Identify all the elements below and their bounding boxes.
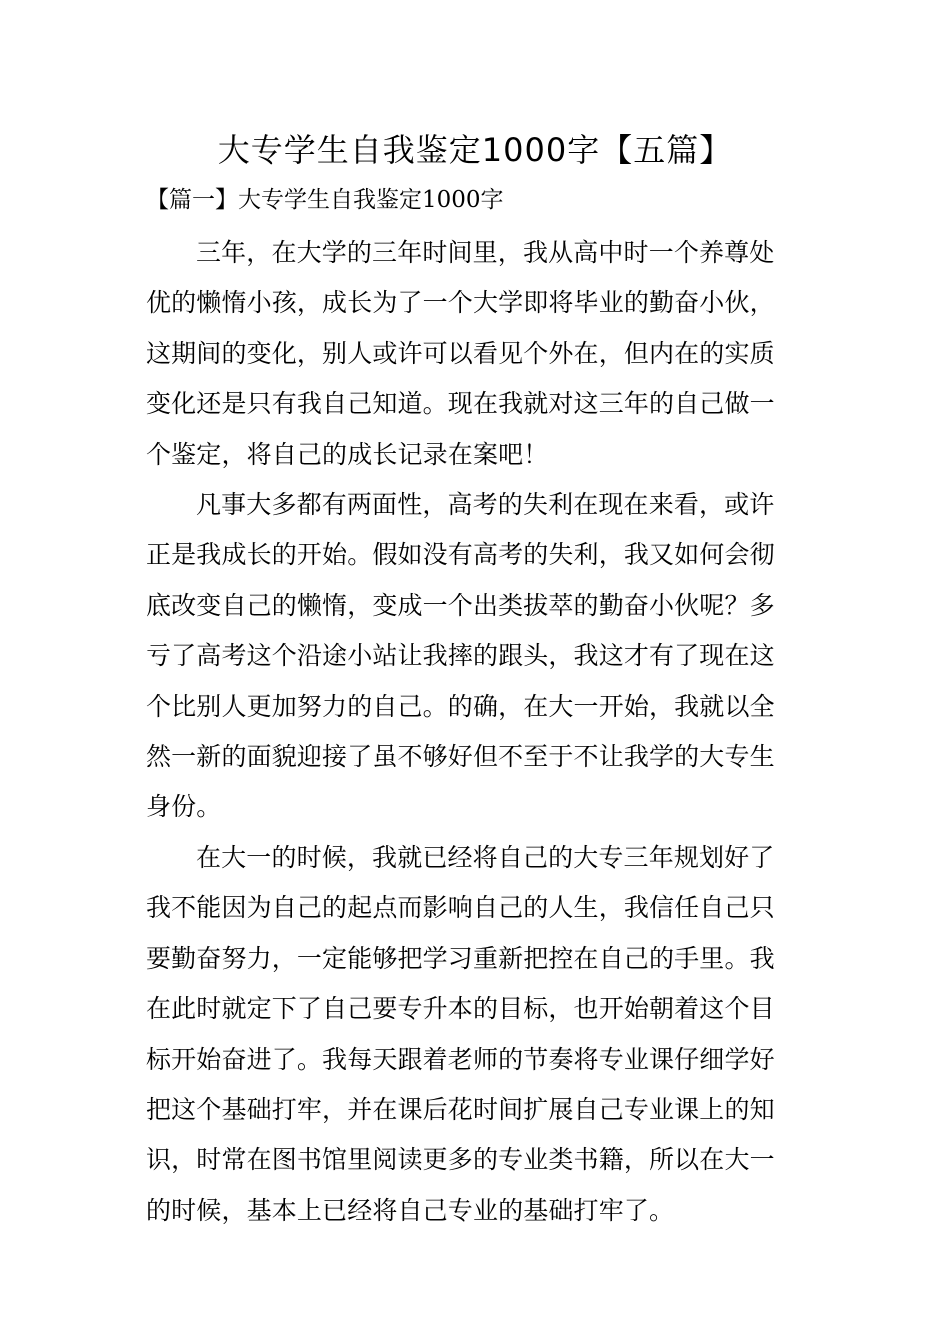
paragraph-line: 然一新的面貌迎接了虽不够好但不至于不让我学的大专生 — [146, 742, 775, 772]
paragraph-line: 变化还是只有我自己知道。现在我就对这三年的自己做一 — [146, 389, 775, 419]
paragraph-1 — [146, 228, 808, 480]
paragraph-line: 要勤奋努力，一定能够把学习重新把控在自己的手里。我 — [146, 943, 775, 973]
paragraph-line: 我不能因为自己的起点而影响自己的人生，我信任自己只 — [146, 893, 775, 923]
paragraph-3 — [146, 833, 808, 1236]
document-body — [146, 228, 808, 1236]
paragraph-line: 标开始奋进了。我每天跟着老师的节奏将专业课仔细学好 — [146, 1044, 775, 1074]
paragraph-line: 底改变自己的懒惰，变成一个出类拔萃的勤奋小伙呢？多 — [146, 590, 775, 620]
paragraph-2 — [146, 480, 808, 833]
paragraph-line: 个鉴定，将自己的成长记录在案吧！ — [146, 439, 549, 469]
paragraph-line: 的时候，基本上已经将自己专业的基础打牢了。 — [146, 1195, 675, 1225]
document-title: 大专学生自我鉴定1000字【五篇】 — [217, 131, 733, 169]
paragraph-line: 个比别人更加努力的自己。的确，在大一开始，我就以全 — [146, 691, 775, 721]
paragraph-line: 这期间的变化，别人或许可以看见个外在，但内在的实质 — [146, 338, 775, 368]
paragraph-line: 身份。 — [146, 792, 222, 822]
section-heading: 【篇一】大专学生自我鉴定1000字 — [146, 187, 504, 213]
paragraph-line: 识，时常在图书馆里阅读更多的专业类书籍，所以在大一 — [146, 1145, 775, 1175]
paragraph-line: 正是我成长的开始。假如没有高考的失利，我又如何会彻 — [146, 540, 775, 570]
paragraph-line: 三年，在大学的三年时间里，我从高中时一个养尊处 — [196, 238, 775, 267]
paragraph-line: 凡事大多都有两面性，高考的失利在现在来看，或许 — [196, 490, 775, 520]
paragraph-line: 优的懒惰小孩，成长为了一个大学即将毕业的勤奋小伙， — [146, 288, 775, 318]
paragraph-line: 在大一的时候，我就已经将自己的大专三年规划好了 — [196, 842, 775, 872]
paragraph-line: 在此时就定下了自己要专升本的目标，也开始朝着这个目 — [146, 994, 775, 1024]
paragraph-line: 亏了高考这个沿途小站让我摔的跟头，我这才有了现在这 — [146, 641, 775, 671]
paragraph-line: 把这个基础打牢，并在课后花时间扩展自己专业课上的知 — [146, 1094, 775, 1124]
